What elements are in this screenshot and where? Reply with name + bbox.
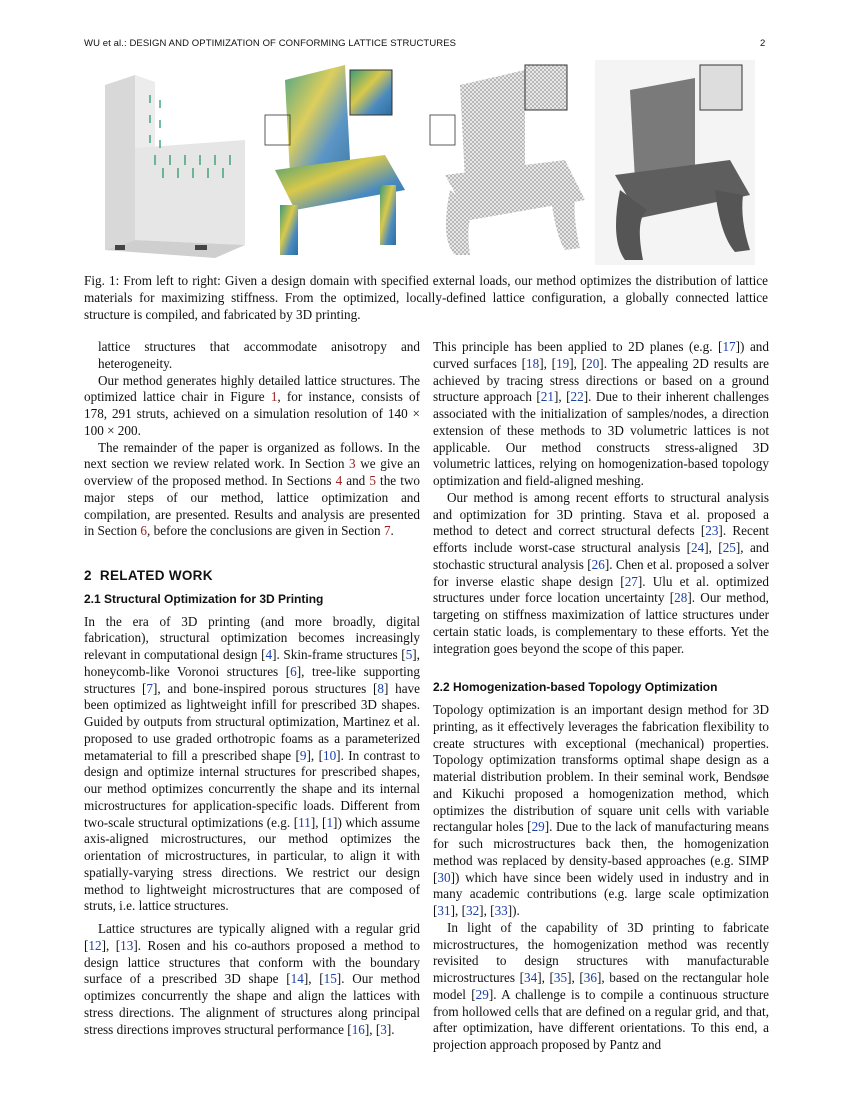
figure-caption: Fig. 1: From left to right: Given a design domain with specified external loads, our method optimizes the distribution of lattice materials for maximizing stiffness. From the optimized, locally-defined lattice configuration, a globally connected lattice structure is compiled, and fabricated by 3D printing. (84, 273, 768, 322)
page-number: 2 (760, 38, 766, 49)
citation-link[interactable]: 32 (465, 903, 480, 918)
citation-link[interactable]: 8 (377, 680, 384, 696)
left-column (84, 339, 420, 1038)
citation-link[interactable]: 29 (531, 819, 545, 835)
citation-link[interactable]: 25 (722, 540, 736, 555)
running-header: WU et al.: DESIGN AND OPTIMIZATION OF CONFORMING LATTICE STRUCTURES (84, 38, 457, 49)
citation-link[interactable]: 7 (146, 680, 153, 696)
right-column (433, 339, 769, 1054)
compiled-lattice-panel (430, 65, 585, 255)
citation-link[interactable]: 26 (591, 556, 605, 572)
crossref-link[interactable]: 5 (369, 473, 376, 488)
citation-link[interactable]: 9 (299, 747, 307, 763)
citation-link[interactable]: 36 (583, 970, 597, 985)
citation-link[interactable]: 29 (475, 986, 489, 1002)
citation-link[interactable]: 12 (88, 937, 102, 953)
citation-link[interactable]: 11 (298, 814, 311, 830)
citation-link[interactable]: 13 (120, 937, 134, 953)
paragraph: Our method generates highly detailed lattice structures. The optimized lattice chair in Figure 1, for instance, consists of 178, 291 struts, achieved on a simulation resolution of 140 × 100 × 200. (84, 372, 420, 438)
citation-link[interactable]: 5 (405, 647, 413, 662)
citation-link[interactable]: 24 (691, 540, 705, 555)
citation-link[interactable]: 3 (380, 1021, 387, 1037)
figure-1 (95, 60, 755, 265)
section-number: 2 (84, 568, 92, 583)
crossref-link[interactable]: 7 (383, 523, 391, 539)
citation-link[interactable]: 27 (624, 573, 638, 589)
paragraph: In light of the capability of 3D printing to fabricate microstructures, the homogenization method was recently revisited to design structures with manufacturable microstructures [34], [35], [36], based on the rectangular hole model [29]. A challenge is to compile a continuous structure from hollowed cells that are defined on a regular grid, and that, after optimization, have different orientations. To this end, a projection approach proposed by Pantz and (433, 919, 769, 1052)
citation-link[interactable]: 18 (526, 355, 540, 371)
citation-link[interactable]: 23 (705, 523, 719, 539)
citation-link[interactable]: 21 (540, 389, 554, 405)
citation-link[interactable]: 33 (494, 903, 508, 918)
paragraph: This principle has been applied to 2D planes (e.g. [17]) and curved surfaces [18], [19], [20]. The appealing 2D results are achieved by tracing stress directions or based on a ground structure approach [21], [22]. Due to their inherent challenges associated with the initialization of samples/nodes, a direction extension of these methods to 3D volumetric lattices is not applicable. Our method constructs stress-aligned 3D volumetric lattices, relying on homogenization-based topology optimization and field-aligned meshing. (433, 339, 769, 488)
paragraph: lattice structures that accommodate anisotropy and heterogeneity. (98, 339, 420, 371)
paragraph: The remainder of the paper is organized as follows. In the next section we review related work. In Section 3 we give an overview of the proposed method. In Sections 4 and 5 the two major steps of our method, lattice optimization and compilation, are presented. Results and analysis are presented in Section 6, before the conclusions are given in Section 7. (84, 439, 420, 539)
citation-link[interactable]: 4 (265, 647, 273, 662)
design-domain-panel (105, 75, 245, 258)
citation-link[interactable]: 6 (290, 663, 297, 679)
citation-link[interactable]: 20 (586, 355, 600, 371)
citation-link[interactable]: 15 (323, 971, 337, 987)
citation-link[interactable]: 35 (553, 970, 568, 985)
section-heading (84, 568, 420, 585)
fabricated-chair-photo (595, 60, 755, 265)
citation-link[interactable]: 14 (290, 971, 304, 987)
citation-link[interactable]: 10 (322, 747, 337, 763)
crossref-link[interactable]: 3 (349, 456, 356, 472)
citation-link[interactable]: 30 (437, 869, 451, 885)
paragraph: Lattice structures are typically aligned with a regular grid [12], [13]. Rosen and his co-authors proposed a method to design lattice structures that conform with the boundary surface of a prescribed 3D shape [14], [15]. Our method optimizes concurrently the shape and align the lattices with stress directions. The alignment of structures along principal stress directions improves structural performance [16], [3]. (84, 921, 420, 1037)
citation-link[interactable]: 1 (326, 814, 334, 830)
paragraph: Topology optimization is an important design method for 3D printing, as it effectively leverages the fabrication flexibility to create structures with exceptional (mechanical) properties. Topology optimization transforms optimal shape design as a material distribution problem. In their seminal work, Bendsøe and Kikuchi proposed a homogenization method, which optimizes the distribution of square unit cells with variable rectangular holes [29]. Due to the lack of manufacturing means for such microstructures back then, the homogenization method was replaced by density-based approaches (e.g. SIMP [30]) which have since been widely used in industry and in many academic contributions (e.g. large scale optimization [31], [32], [33]). (433, 702, 769, 918)
section-title: RELATED WORK (99, 568, 213, 583)
citation-link[interactable]: 19 (556, 355, 570, 371)
citation-link[interactable]: 22 (570, 389, 584, 405)
paragraph: Our method is among recent efforts to structural analysis and optimization for 3D printing. Stava et al. proposed a method to detect and correct structural defects [23]. Recent efforts include worst-case structural analysis [24], [25], and stochastic structural analysis [26]. Chen et al. proposed a solver for inverse elastic shape design [27]. Ulu et al. optimized structures under force location uncertainty [28]. Our method, targeting on stiffness maximization of lattice structures under certain static loads, is complementary to these efforts. Yet the integration goes beyond the scope of this paper. (433, 489, 769, 656)
subsection-heading: 2.1 Structural Optimization for 3D Printing (84, 591, 324, 606)
paragraph: In the era of 3D printing (and more broadly, digital fabrication), structural optimization becomes increasingly relevant in computational design [4]. Skin-frame structures [5], honeycomb-like Voronoi structures [6], tree-like supporting structures [7], and bone-inspired porous structures [8] have been optimized as lightweight infill for prescribed 3D shapes. Guided by outputs from structural optimization, Martinez et al. proposed to use graded orthotropic foams as a parameterized metamaterial to fill a prescribed shape [9], [10]. In contrast to design and optimize internal structures for prescribed shapes, our method optimizes concurrently the shape and its internal microstructures for application-specific loads. Different from two-scale structural optimizations (e.g. [11], [1]) which assume axis-aligned microstructures, our method optimizes the orientation of microstructures, in particular, to align it with spatially-varying stress directions. We restrict our design method to lightweight microstructures that are composed of struts, i.e. lattice structures. (84, 613, 420, 914)
citation-link[interactable]: 31 (437, 903, 451, 918)
optimized-lattice-panel (265, 60, 415, 260)
citation-link[interactable]: 16 (351, 1021, 365, 1037)
citation-link[interactable]: 34 (524, 970, 538, 985)
crossref-link[interactable]: 4 (335, 473, 343, 488)
crossref-link[interactable]: 1 (270, 389, 278, 405)
citation-link[interactable]: 28 (674, 590, 688, 606)
subsection-heading: 2.2 Homogenization-based Topology Optimization (433, 680, 718, 695)
citation-link[interactable]: 17 (722, 339, 736, 354)
crossref-link[interactable]: 6 (140, 523, 148, 539)
